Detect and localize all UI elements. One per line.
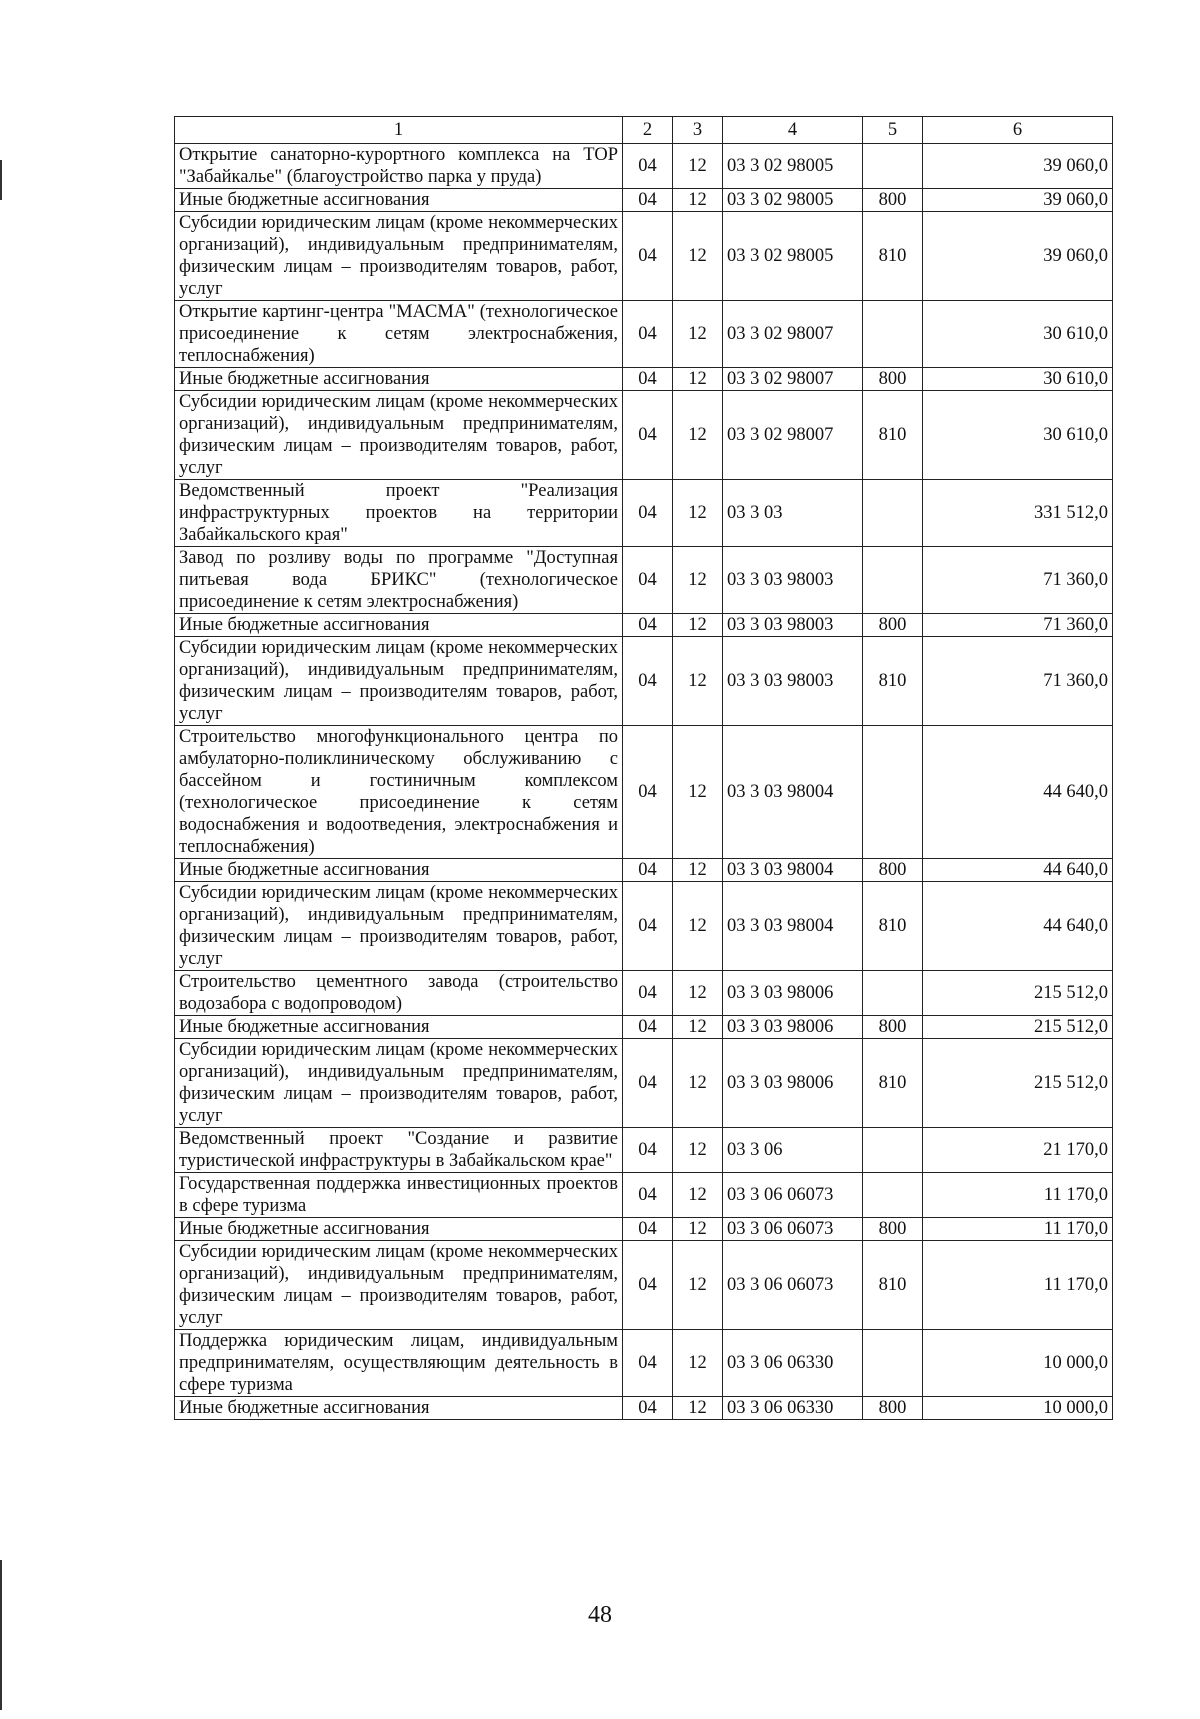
row-expense-type xyxy=(863,1128,923,1173)
row-target-code: 03 3 03 98004 xyxy=(723,726,863,859)
row-name: Иные бюджетные ассигнования xyxy=(175,189,623,212)
row-section: 04 xyxy=(623,1397,673,1420)
row-expense-type: 800 xyxy=(863,614,923,637)
row-section: 04 xyxy=(623,1330,673,1397)
header-col-1: 1 xyxy=(175,117,623,144)
row-amount: 71 360,0 xyxy=(923,547,1113,614)
budget-table xyxy=(174,116,1113,1420)
row-expense-type: 800 xyxy=(863,368,923,391)
row-target-code: 03 3 02 98005 xyxy=(723,212,863,301)
row-name: Завод по розливу воды по программе "Доступная питьевая вода БРИКС" (технологическое присоединение к сетям электроснабжения) xyxy=(175,547,623,614)
table-row xyxy=(175,1016,1113,1039)
table-row xyxy=(175,391,1113,480)
header-col-2: 2 xyxy=(623,117,673,144)
table-row xyxy=(175,1128,1113,1173)
row-target-code: 03 3 06 06330 xyxy=(723,1397,863,1420)
row-subsection: 12 xyxy=(673,1397,723,1420)
row-name: Ведомственный проект "Реализация инфраструктурных проектов на территории Забайкальского края" xyxy=(175,480,623,547)
table-row xyxy=(175,614,1113,637)
header-col-4: 4 xyxy=(723,117,863,144)
row-subsection: 12 xyxy=(673,391,723,480)
row-amount: 30 610,0 xyxy=(923,391,1113,480)
row-amount: 39 060,0 xyxy=(923,144,1113,189)
row-amount: 215 512,0 xyxy=(923,971,1113,1016)
row-name: Строительство цементного завода (строительство водозабора с водопроводом) xyxy=(175,971,623,1016)
row-expense-type xyxy=(863,1173,923,1218)
row-target-code: 03 3 06 xyxy=(723,1128,863,1173)
table-row xyxy=(175,859,1113,882)
row-amount: 30 610,0 xyxy=(923,301,1113,368)
row-section: 04 xyxy=(623,1173,673,1218)
scan-edge-mark xyxy=(0,1560,2,1710)
row-amount: 10 000,0 xyxy=(923,1330,1113,1397)
row-name: Субсидии юридическим лицам (кроме некоммерческих организаций), индивидуальным предпринимателям, физическим лицам – производителям товаров, работ, услуг xyxy=(175,212,623,301)
row-subsection: 12 xyxy=(673,189,723,212)
row-section: 04 xyxy=(623,189,673,212)
header-col-5: 5 xyxy=(863,117,923,144)
row-expense-type xyxy=(863,1330,923,1397)
row-target-code: 03 3 03 98004 xyxy=(723,859,863,882)
row-amount: 11 170,0 xyxy=(923,1218,1113,1241)
table-row xyxy=(175,726,1113,859)
row-expense-type xyxy=(863,301,923,368)
table-row xyxy=(175,971,1113,1016)
table-row xyxy=(175,1330,1113,1397)
row-expense-type: 810 xyxy=(863,212,923,301)
row-target-code: 03 3 06 06073 xyxy=(723,1173,863,1218)
row-subsection: 12 xyxy=(673,637,723,726)
row-target-code: 03 3 06 06330 xyxy=(723,1330,863,1397)
row-target-code: 03 3 03 98003 xyxy=(723,637,863,726)
row-name: Иные бюджетные ассигнования xyxy=(175,614,623,637)
row-section: 04 xyxy=(623,859,673,882)
row-amount: 71 360,0 xyxy=(923,637,1113,726)
row-subsection: 12 xyxy=(673,1039,723,1128)
row-expense-type xyxy=(863,480,923,547)
row-subsection: 12 xyxy=(673,726,723,859)
row-amount: 331 512,0 xyxy=(923,480,1113,547)
row-name: Иные бюджетные ассигнования xyxy=(175,368,623,391)
row-amount: 39 060,0 xyxy=(923,189,1113,212)
row-target-code: 03 3 02 98007 xyxy=(723,368,863,391)
row-name: Субсидии юридическим лицам (кроме некоммерческих организаций), индивидуальным предпринимателям, физическим лицам – производителям товаров, работ, услуг xyxy=(175,1241,623,1330)
row-target-code: 03 3 02 98005 xyxy=(723,144,863,189)
row-section: 04 xyxy=(623,212,673,301)
row-target-code: 03 3 06 06073 xyxy=(723,1218,863,1241)
row-section: 04 xyxy=(623,726,673,859)
table-row xyxy=(175,1218,1113,1241)
table-row xyxy=(175,1241,1113,1330)
row-section: 04 xyxy=(623,144,673,189)
row-name: Открытие картинг-центра "МАСМА" (технологическое присоединение к сетям электроснабжения, теплоснабжения) xyxy=(175,301,623,368)
row-subsection: 12 xyxy=(673,1218,723,1241)
row-section: 04 xyxy=(623,1128,673,1173)
row-target-code: 03 3 02 98007 xyxy=(723,301,863,368)
row-amount: 11 170,0 xyxy=(923,1241,1113,1330)
table-row xyxy=(175,144,1113,189)
table-row xyxy=(175,212,1113,301)
table-row xyxy=(175,1173,1113,1218)
row-expense-type xyxy=(863,726,923,859)
row-expense-type: 810 xyxy=(863,882,923,971)
row-name: Иные бюджетные ассигнования xyxy=(175,859,623,882)
row-section: 04 xyxy=(623,547,673,614)
row-name: Поддержка юридическим лицам, индивидуальным предпринимателям, осуществляющим деятельность в сфере туризма xyxy=(175,1330,623,1397)
row-name: Субсидии юридическим лицам (кроме некоммерческих организаций), индивидуальным предпринимателям, физическим лицам – производителям товаров, работ, услуг xyxy=(175,1039,623,1128)
row-subsection: 12 xyxy=(673,480,723,547)
row-section: 04 xyxy=(623,637,673,726)
row-expense-type: 810 xyxy=(863,637,923,726)
row-expense-type: 800 xyxy=(863,1397,923,1420)
row-subsection: 12 xyxy=(673,1241,723,1330)
row-subsection: 12 xyxy=(673,1330,723,1397)
table-body xyxy=(175,144,1113,1420)
table-row xyxy=(175,1039,1113,1128)
row-expense-type xyxy=(863,971,923,1016)
header-col-3: 3 xyxy=(673,117,723,144)
row-section: 04 xyxy=(623,614,673,637)
table-row xyxy=(175,882,1113,971)
row-expense-type: 810 xyxy=(863,1241,923,1330)
row-expense-type: 800 xyxy=(863,1016,923,1039)
table-row xyxy=(175,1397,1113,1420)
row-amount: 30 610,0 xyxy=(923,368,1113,391)
row-subsection: 12 xyxy=(673,144,723,189)
row-target-code: 03 3 02 98007 xyxy=(723,391,863,480)
row-section: 04 xyxy=(623,971,673,1016)
table-row xyxy=(175,480,1113,547)
row-name: Субсидии юридическим лицам (кроме некоммерческих организаций), индивидуальным предпринимателям, физическим лицам – производителям товаров, работ, услуг xyxy=(175,637,623,726)
row-section: 04 xyxy=(623,1218,673,1241)
row-section: 04 xyxy=(623,1016,673,1039)
row-target-code: 03 3 03 98004 xyxy=(723,882,863,971)
row-subsection: 12 xyxy=(673,212,723,301)
row-subsection: 12 xyxy=(673,614,723,637)
row-amount: 71 360,0 xyxy=(923,614,1113,637)
row-target-code: 03 3 03 98006 xyxy=(723,971,863,1016)
row-amount: 44 640,0 xyxy=(923,859,1113,882)
row-target-code: 03 3 03 98003 xyxy=(723,614,863,637)
row-subsection: 12 xyxy=(673,1128,723,1173)
row-expense-type: 800 xyxy=(863,189,923,212)
row-name: Субсидии юридическим лицам (кроме некоммерческих организаций), индивидуальным предпринимателям, физическим лицам – производителям товаров, работ, услуг xyxy=(175,882,623,971)
row-amount: 11 170,0 xyxy=(923,1173,1113,1218)
table-row xyxy=(175,547,1113,614)
row-section: 04 xyxy=(623,480,673,547)
table-row xyxy=(175,637,1113,726)
row-amount: 215 512,0 xyxy=(923,1016,1113,1039)
header-col-6: 6 xyxy=(923,117,1113,144)
row-amount: 21 170,0 xyxy=(923,1128,1113,1173)
row-section: 04 xyxy=(623,1039,673,1128)
table-header-row xyxy=(175,117,1113,144)
page-number: 48 xyxy=(588,1602,612,1628)
row-name: Иные бюджетные ассигнования xyxy=(175,1218,623,1241)
row-subsection: 12 xyxy=(673,1016,723,1039)
table-row xyxy=(175,368,1113,391)
row-amount: 10 000,0 xyxy=(923,1397,1113,1420)
row-subsection: 12 xyxy=(673,1173,723,1218)
row-target-code: 03 3 02 98005 xyxy=(723,189,863,212)
row-target-code: 03 3 03 98006 xyxy=(723,1039,863,1128)
row-section: 04 xyxy=(623,882,673,971)
row-subsection: 12 xyxy=(673,859,723,882)
row-target-code: 03 3 03 98006 xyxy=(723,1016,863,1039)
row-section: 04 xyxy=(623,301,673,368)
row-expense-type xyxy=(863,144,923,189)
row-expense-type: 800 xyxy=(863,1218,923,1241)
row-subsection: 12 xyxy=(673,547,723,614)
row-name: Субсидии юридическим лицам (кроме некоммерческих организаций), индивидуальным предпринимателям, физическим лицам – производителям товаров, работ, услуг xyxy=(175,391,623,480)
row-section: 04 xyxy=(623,368,673,391)
row-expense-type xyxy=(863,547,923,614)
row-expense-type: 810 xyxy=(863,391,923,480)
table-row xyxy=(175,301,1113,368)
row-amount: 44 640,0 xyxy=(923,726,1113,859)
row-name: Государственная поддержка инвестиционных проектов в сфере туризма xyxy=(175,1173,623,1218)
row-amount: 215 512,0 xyxy=(923,1039,1113,1128)
row-subsection: 12 xyxy=(673,368,723,391)
row-name: Ведомственный проект "Создание и развитие туристической инфраструктуры в Забайкальском крае" xyxy=(175,1128,623,1173)
row-target-code: 03 3 03 xyxy=(723,480,863,547)
row-name: Иные бюджетные ассигнования xyxy=(175,1397,623,1420)
row-section: 04 xyxy=(623,1241,673,1330)
row-subsection: 12 xyxy=(673,971,723,1016)
row-subsection: 12 xyxy=(673,301,723,368)
row-target-code: 03 3 06 06073 xyxy=(723,1241,863,1330)
row-subsection: 12 xyxy=(673,882,723,971)
row-name: Открытие санаторно-курортного комплекса на ТОР "Забайкалье" (благоустройство парка у пруда) xyxy=(175,144,623,189)
row-target-code: 03 3 03 98003 xyxy=(723,547,863,614)
row-name: Иные бюджетные ассигнования xyxy=(175,1016,623,1039)
table-row xyxy=(175,189,1113,212)
row-amount: 39 060,0 xyxy=(923,212,1113,301)
scan-edge-mark xyxy=(0,160,2,200)
row-expense-type: 810 xyxy=(863,1039,923,1128)
row-expense-type: 800 xyxy=(863,859,923,882)
row-section: 04 xyxy=(623,391,673,480)
row-name: Строительство многофункционального центра по амбулаторно-поликлиническому обслуживанию с бассейном и гостиничным комплексом (технологическое присоединение к сетям водоснабжения и водоотведения, электроснабжения и теплоснабжения) xyxy=(175,726,623,859)
row-amount: 44 640,0 xyxy=(923,882,1113,971)
